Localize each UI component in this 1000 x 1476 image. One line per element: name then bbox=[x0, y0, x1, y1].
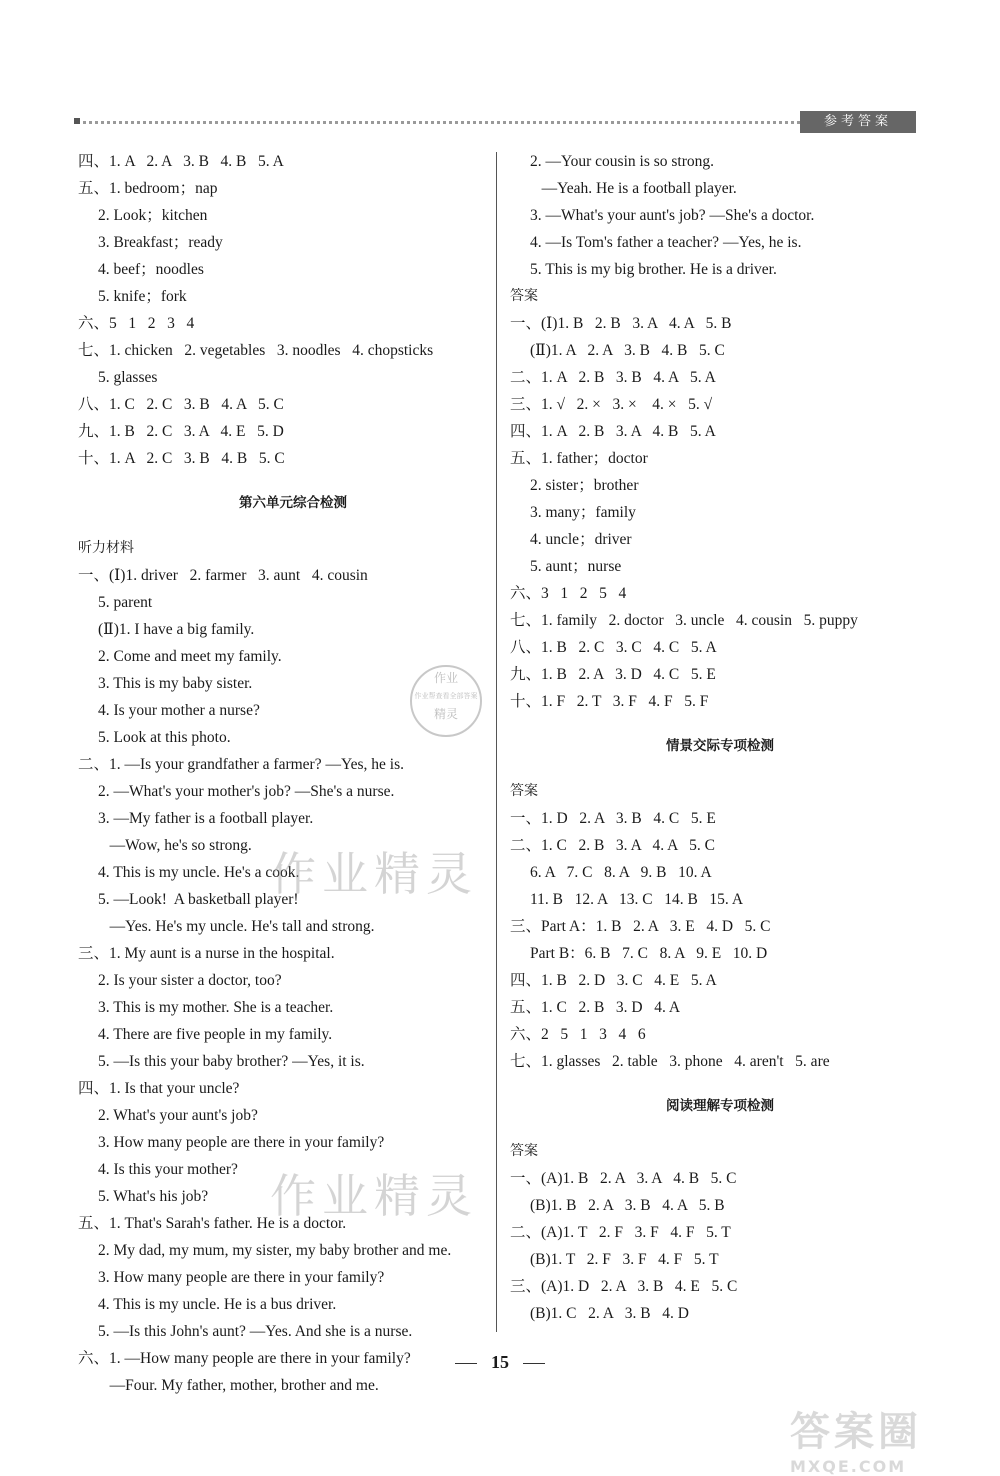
answer-line: 4. There are five people in my family. bbox=[98, 1026, 333, 1043]
answer-line: 六、3 1 2 5 4 bbox=[510, 585, 627, 602]
answer-line: (Ⅱ)1. A 2. A 3. B 4. B 5. C bbox=[530, 342, 725, 359]
answer-line: 一、(Ⅰ)1. B 2. B 3. A 4. A 5. B bbox=[510, 315, 732, 332]
answers-reading bbox=[510, 1165, 930, 1327]
answer-line: —Yeah. He is a football player. bbox=[530, 180, 737, 197]
answer-line: 5. —Look! A basketball player! bbox=[98, 891, 299, 908]
answer-line: 二、(A)1. T 2. F 3. F 4. F 5. T bbox=[510, 1224, 731, 1241]
watermark-text-mid: 作业精灵 bbox=[270, 847, 478, 901]
answer-line: 三、1. √ 2. × 3. × 4. × 5. √ bbox=[510, 396, 713, 413]
answer-line: —Yes. He's my uncle. He's tall and strong. bbox=[98, 918, 375, 935]
answer-line: 五、1. bedroom；nap bbox=[78, 180, 218, 197]
section-heading-situational: 情景交际专项检测 bbox=[666, 738, 774, 754]
answers-label-situational: 答案 bbox=[510, 783, 538, 799]
answer-line: 六、2 5 1 3 4 6 bbox=[510, 1026, 646, 1043]
header-bullet bbox=[74, 118, 80, 124]
answer-line: 六、1. —How many people are there in your family? bbox=[78, 1350, 411, 1367]
answer-line: 2. What's your aunt's job? bbox=[98, 1107, 258, 1124]
answers-unit6 bbox=[510, 310, 930, 715]
answer-line: 5. This is my big brother. He is a driver. bbox=[530, 261, 777, 278]
answer-line: 五、1. father；doctor bbox=[510, 450, 648, 467]
answer-line: 4. uncle；driver bbox=[530, 531, 632, 548]
answer-line: 3. How many people are there in your family? bbox=[98, 1134, 385, 1151]
answer-line: —Wow, he's so strong. bbox=[98, 837, 252, 854]
watermark-seal: 作业 作业帮查看全部答案 精灵 bbox=[410, 665, 482, 737]
header-tag: 参考答案 bbox=[800, 111, 916, 133]
answer-line: 3. —What's your aunt's job? —She's a doctor. bbox=[530, 207, 815, 224]
answer-line: (B)1. B 2. A 3. B 4. A 5. B bbox=[530, 1197, 725, 1214]
answer-line: 5. aunt；nurse bbox=[530, 558, 622, 575]
answer-line: 四、1. A 2. A 3. B 4. B 5. A bbox=[78, 153, 284, 170]
answer-line: 5. —Is this John's aunt? —Yes. And she is a nurse. bbox=[98, 1323, 413, 1340]
section-heading-reading: 阅读理解专项检测 bbox=[666, 1098, 774, 1114]
answers-unit5-tail bbox=[78, 148, 508, 472]
answer-line: 二、1. A 2. B 3. B 4. A 5. A bbox=[510, 369, 716, 386]
answer-line: 5. glasses bbox=[98, 369, 158, 386]
answer-line: 2. Is your sister a doctor, too? bbox=[98, 972, 282, 989]
section-heading-unit6: 第六单元综合检测 bbox=[239, 495, 347, 511]
answer-line: 4. —Is Tom's father a teacher? —Yes, he is. bbox=[530, 234, 802, 251]
answer-line: 九、1. B 2. A 3. D 4. C 5. E bbox=[510, 666, 716, 683]
answer-line: 八、1. B 2. C 3. C 4. C 5. A bbox=[510, 639, 717, 656]
listening-material-continued bbox=[510, 148, 930, 283]
answer-line: 4. beef；noodles bbox=[98, 261, 204, 278]
answer-line: 3. Breakfast；ready bbox=[98, 234, 223, 251]
answer-line: 三、(A)1. D 2. A 3. B 4. E 5. C bbox=[510, 1278, 738, 1295]
answer-line: 2. My dad, my mum, my sister, my baby brother and me. bbox=[98, 1242, 452, 1259]
answer-line: (Ⅱ)1. I have a big family. bbox=[98, 621, 255, 638]
answer-line: 四、1. Is that your uncle? bbox=[78, 1080, 240, 1097]
answer-line: 七、1. family 2. doctor 3. uncle 4. cousin 5. puppy bbox=[510, 612, 858, 629]
answer-line: (B)1. C 2. A 3. B 4. D bbox=[530, 1305, 689, 1322]
answer-line: 一、(A)1. B 2. A 3. A 4. B 5. C bbox=[510, 1170, 737, 1187]
answer-line: 4. This is my uncle. He's a cook. bbox=[98, 864, 300, 881]
answer-line: 八、1. C 2. C 3. B 4. A 5. C bbox=[78, 396, 284, 413]
answers-label-unit6: 答案 bbox=[510, 288, 538, 304]
answer-line: 3. —My father is a football player. bbox=[98, 810, 314, 827]
answer-line: 四、1. B 2. D 3. C 4. E 5. A bbox=[510, 972, 717, 989]
answer-line: 3. many；family bbox=[530, 504, 636, 521]
answer-line: 六、5 1 2 3 4 bbox=[78, 315, 195, 332]
answer-line: —Four. My father, mother, brother and me. bbox=[98, 1377, 379, 1394]
answers-situational bbox=[510, 805, 930, 1075]
answer-line: 三、Part A：1. B 2. A 3. E 4. D 5. C bbox=[510, 918, 771, 935]
answer-line: 2. —Your cousin is so strong. bbox=[530, 153, 715, 170]
answer-line: 3. This is my mother. She is a teacher. bbox=[98, 999, 334, 1016]
listening-material-label: 听力材料 bbox=[78, 540, 134, 556]
answer-line: 九、1. B 2. C 3. A 4. E 5. D bbox=[78, 423, 284, 440]
answer-line: 十、1. A 2. C 3. B 4. B 5. C bbox=[78, 450, 285, 467]
answer-line: 5. parent bbox=[98, 594, 153, 611]
answer-line: 三、1. My aunt is a nurse in the hospital. bbox=[78, 945, 335, 962]
answer-line: 4. This is my uncle. He is a bus driver. bbox=[98, 1296, 337, 1313]
answer-line: 3. This is my baby sister. bbox=[98, 675, 253, 692]
answer-line: 五、1. C 2. B 3. D 4. A bbox=[510, 999, 681, 1016]
watermark-text-low: 作业精灵 bbox=[270, 1169, 478, 1223]
answer-line: 2. Come and meet my family. bbox=[98, 648, 282, 665]
answer-line: 2. sister；brother bbox=[530, 477, 639, 494]
answer-line: Part B：6. B 7. C 8. A 9. E 10. D bbox=[530, 945, 768, 962]
answer-line: 一、(Ⅰ)1. driver 2. farmer 3. aunt 4. cousin bbox=[78, 567, 368, 584]
answers-label-reading: 答案 bbox=[510, 1143, 538, 1159]
answer-line: 七、1. chicken 2. vegetables 3. noodles 4. chopsticks bbox=[78, 342, 434, 359]
answer-line: 5. knife；fork bbox=[98, 288, 187, 305]
answer-line: 一、1. D 2. A 3. B 4. C 5. E bbox=[510, 810, 716, 827]
answer-line: 5. What's his job? bbox=[98, 1188, 209, 1205]
answer-line: 二、1. C 2. B 3. A 4. A 5. C bbox=[510, 837, 715, 854]
answer-line: 5. —Is this your baby brother? —Yes, it is. bbox=[98, 1053, 365, 1070]
answer-line: 4. Is your mother a nurse? bbox=[98, 702, 260, 719]
answer-line: 五、1. That's Sarah's father. He is a doctor. bbox=[78, 1215, 347, 1232]
answer-line: 2. —What's your mother's job? —She's a nurse. bbox=[98, 783, 395, 800]
page-number: 15 bbox=[0, 1352, 1000, 1373]
corner-watermark-logo: 答案圈 MXQE.COM bbox=[790, 1409, 922, 1476]
answer-line: (B)1. T 2. F 3. F 4. F 5. T bbox=[530, 1251, 719, 1268]
answer-line: 十、1. F 2. T 3. F 4. F 5. F bbox=[510, 693, 709, 710]
answer-line: 6. A 7. C 8. A 9. B 10. A bbox=[530, 864, 712, 881]
answer-line: 二、1. —Is your grandfather a farmer? —Yes, he is. bbox=[78, 756, 404, 773]
answer-line: 七、1. glasses 2. table 3. phone 4. aren't 5. are bbox=[510, 1053, 830, 1070]
answer-line: 4. Is this your mother? bbox=[98, 1161, 238, 1178]
answer-line: 2. Look；kitchen bbox=[98, 207, 208, 224]
answer-line: 11. B 12. A 13. C 14. B 15. A bbox=[530, 891, 744, 908]
right-column bbox=[510, 148, 930, 1327]
header-dotted-rule bbox=[76, 121, 836, 124]
answer-line: 四、1. A 2. B 3. A 4. B 5. A bbox=[510, 423, 716, 440]
answer-line: 5. Look at this photo. bbox=[98, 729, 231, 746]
answer-line: 3. How many people are there in your family? bbox=[98, 1269, 385, 1286]
